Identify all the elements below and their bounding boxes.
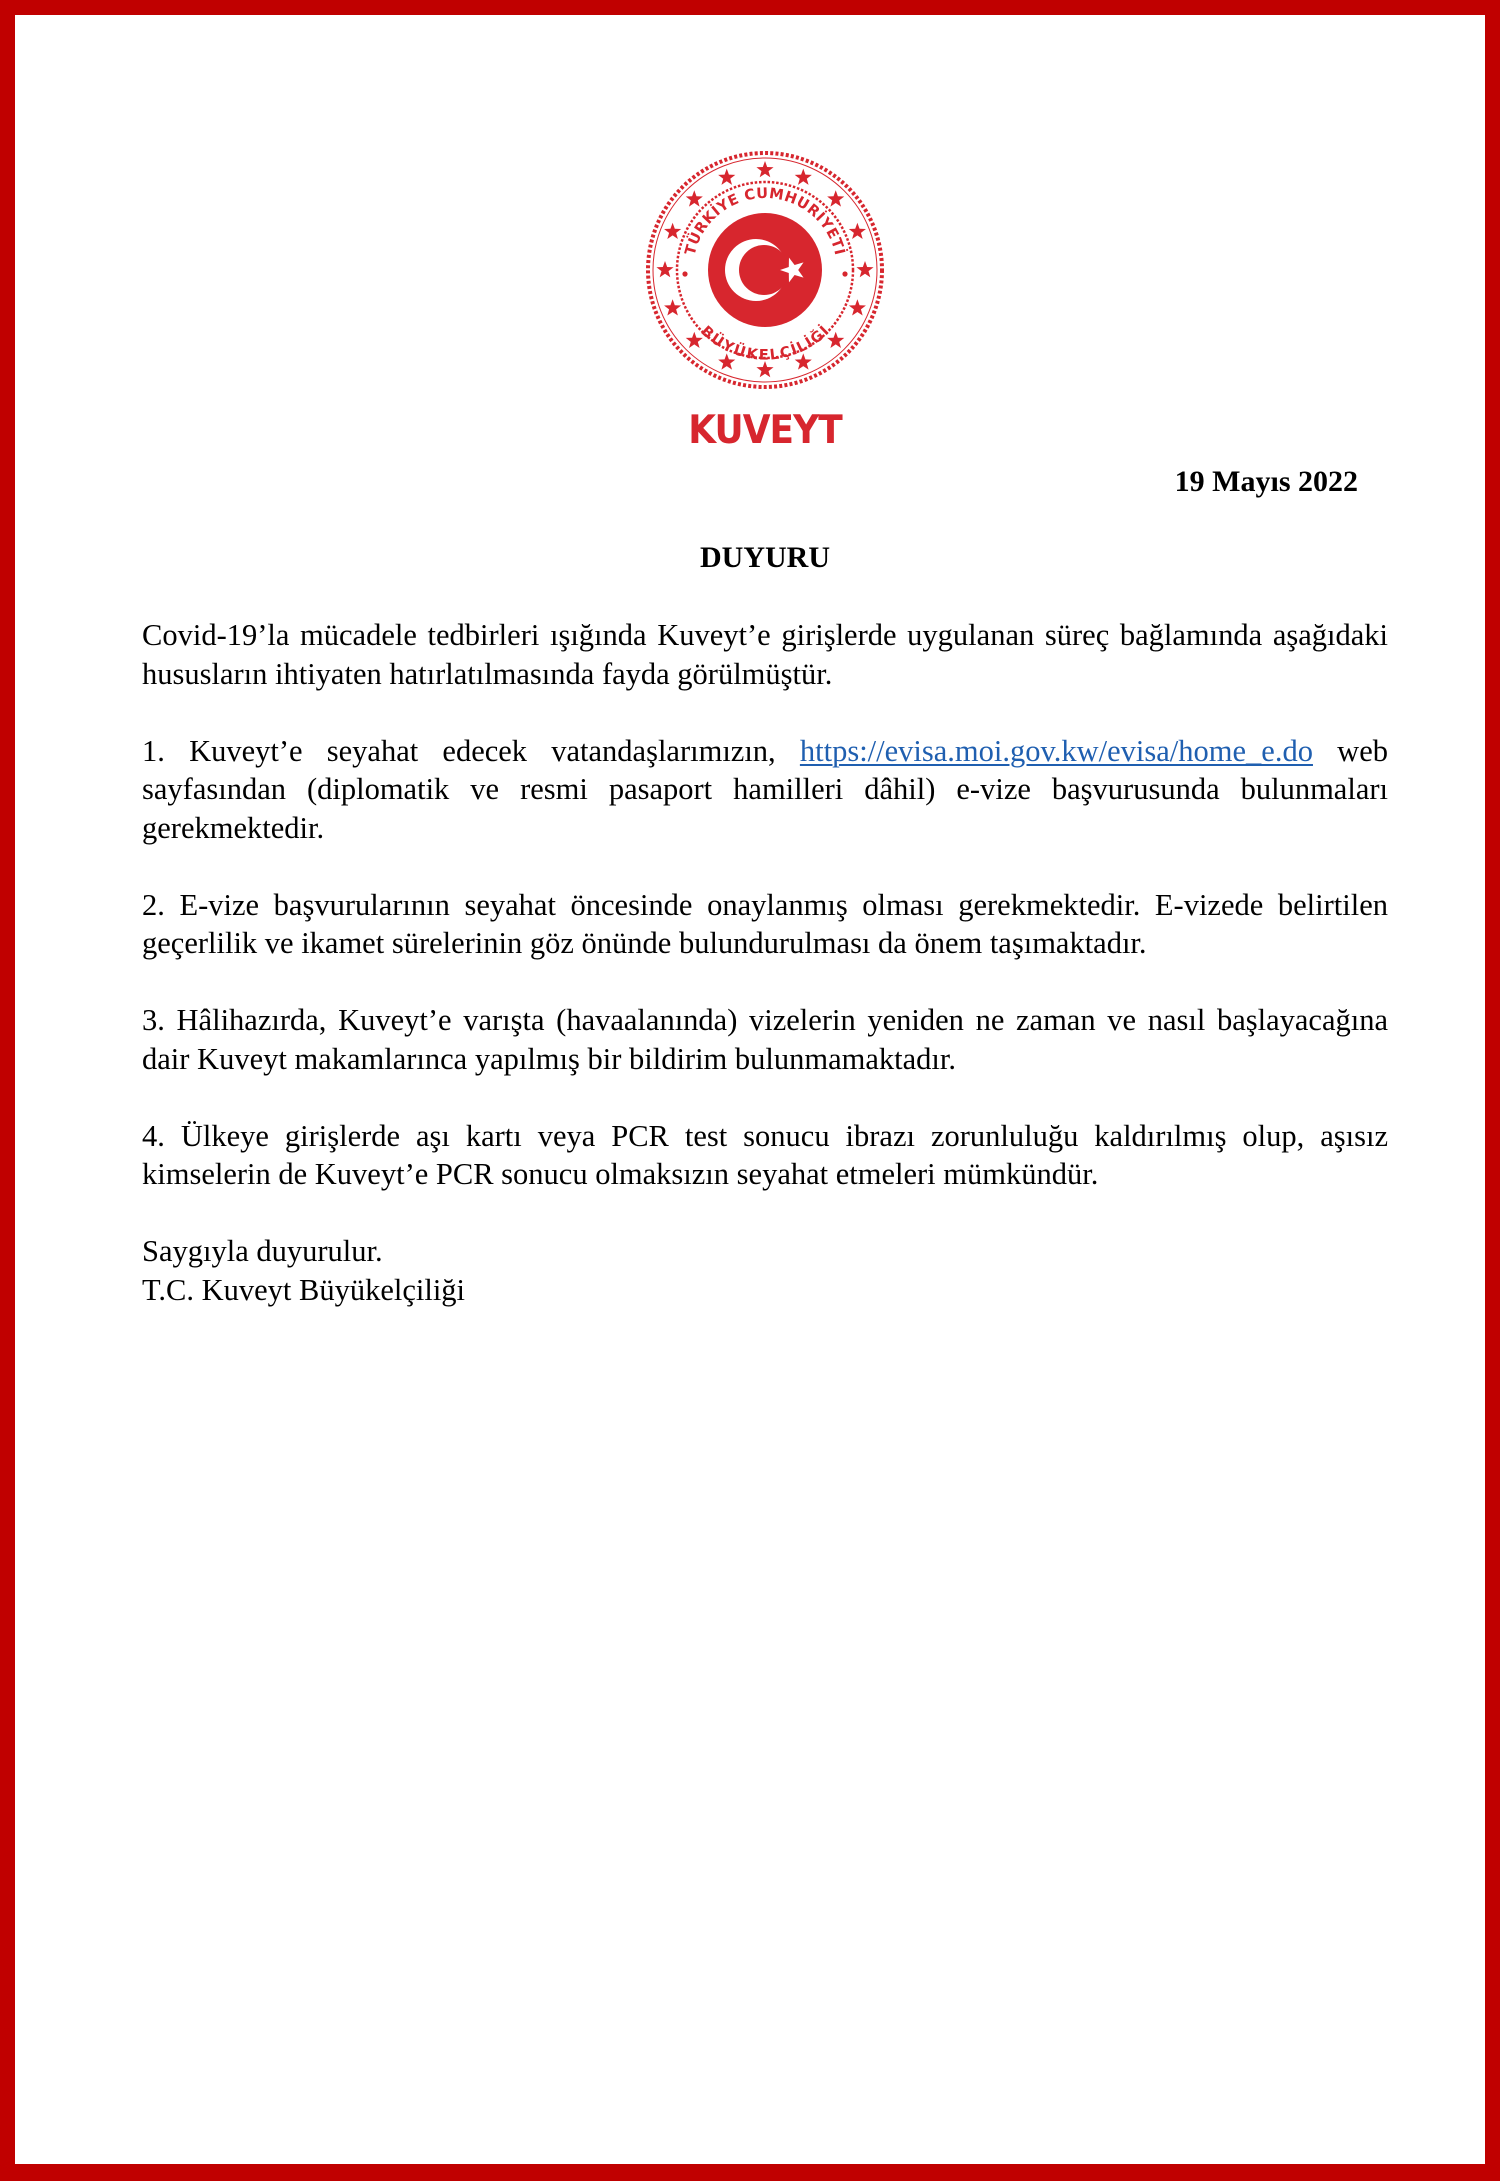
emblem-bottom-text: BÜYÜKELÇİLİĞİ xyxy=(697,323,833,364)
ring-star xyxy=(827,190,844,206)
embassy-emblem-logo xyxy=(641,146,889,394)
closing-signature: T.C. Kuveyt Büyükelçiliği xyxy=(142,1272,466,1307)
ring-star xyxy=(686,190,703,206)
document-body xyxy=(142,616,1388,1309)
ring-star xyxy=(664,223,681,239)
intro-paragraph: Covid-19’la mücadele tedbirleri ışığında Kuveyt’e girişlerde uygulanan süreç bağlamında aşağıdaki hususların ihtiyaten hatırlatılmasında fayda görülmüştür. xyxy=(142,618,1388,691)
ring-star xyxy=(664,299,681,315)
emblem-location-label: KUVEYT xyxy=(688,408,842,453)
closing-block xyxy=(142,1232,1388,1309)
svg-text:BÜYÜKELÇİLİĞİ xyxy=(698,323,833,364)
evisa-link[interactable]: https://evisa.moi.gov.kw/evisa/home_e.do xyxy=(799,733,1313,768)
item-paragraph-2: 2. E-vize başvurularının seyahat öncesinde onaylanmış olması gerekmektedir. E-vizede belirtilen geçerlilik ve ikamet sürelerinin göz önünde bulundurulması da önem taşımaktadır. xyxy=(142,887,1388,960)
item-1-text-end: web sayfasından (diplomatik ve resmi pasaport hamilleri dâhil) e-vize başvurusunda bulunmaları gerekmektedir. xyxy=(142,733,1388,845)
ring-star xyxy=(656,261,673,277)
ring-star xyxy=(718,169,735,185)
document-heading: DUYURU xyxy=(700,541,830,574)
ring-star xyxy=(856,261,873,277)
ring-star xyxy=(795,169,812,185)
ring-star xyxy=(849,223,866,239)
document-date: 19 Mayıs 2022 xyxy=(1174,465,1358,498)
ring-star xyxy=(849,299,866,315)
item-1-text-start: 1. Kuveyt’e seyahat edecek vatandaşlarımızın, xyxy=(142,733,800,768)
item-paragraph-4: 4. Ülkeye girişlerde aşı kartı veya PCR test sonucu ibrazı zorunluluğu kaldırılmış olup, aşısız kimselerin de Kuveyt’e PCR sonucu olmaksızın seyahat etmeleri mümkündür. xyxy=(142,1118,1388,1191)
ring-star xyxy=(756,161,773,177)
item-paragraph-3: 3. Hâlihazırda, Kuveyt’e varışta (havaalanında) vizelerin yeniden ne zaman ve nasıl başlayacağına dair Kuveyt makamlarınca yapılmış bir bildirim bulunmamaktadır. xyxy=(142,1003,1388,1076)
closing-greeting: Saygıyla duyurulur. xyxy=(142,1234,383,1268)
item-paragraph-1 xyxy=(142,732,1388,848)
emblem-top-text: TÜRKİYE CUMHURİYETİ xyxy=(682,185,848,258)
